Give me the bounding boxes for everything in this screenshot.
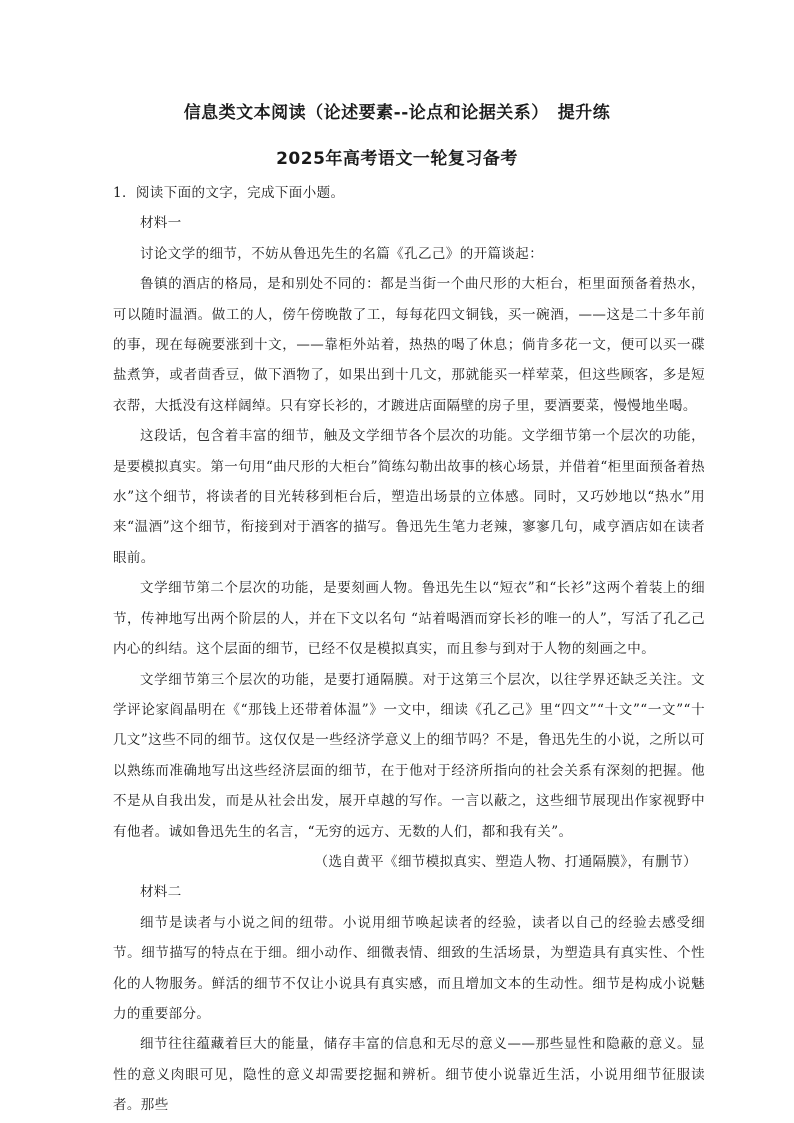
material-1-paragraph-1: 这段话，包含着丰富的细节，触及文学细节各个层次的功能。文学细节第一个层次的功能，是要模拟真实。第一句用“曲尺形的大柜台”简练勾勒出故事的核心场景，并借着“柜里面预备着热水”这个细节，将读者的目光转移到柜台后，塑造出场景的立体感。同时，又巧妙地以“热水”用来“温酒”这个细节，衔接到对于酒客的描写。鲁迅先生笔力老辣，寥寥几句，咸亨酒店如在读者眼前。	[113, 428, 705, 566]
material-1-quote: 鲁镇的酒店的格局，是和别处不同的：都是当街一个曲尺形的大柜台，柜里面预备着热水，可以随时温酒。做工的人，傍午傍晚散了工，每每花四文铜钱，买一碗酒，——这是二十多年前的事，现在每碗要涨到十文，——靠柜外站着，热热的喝了休息；倘肯多花一文，便可以买一碟盐煮笋，或者茴香豆，做下酒物了，如果出到十几文，那就能买一样荤菜，但这些顾客，多是短衣帮，大抵没有这样阔绰。只有穿长衫的，才踱进店面隔壁的房子里，要酒要菜，慢慢地坐喝。	[113, 276, 705, 414]
document-title: 信息类文本阅读（论述要素--论点和论据关系） 提升练	[183, 103, 611, 123]
material-1-paragraph-2: 文学细节第二个层次的功能，是要刻画人物。鲁迅先生以“短衣”和“长衫”这两个着装上的细节，传神地写出两个阶层的人，并在下文以名句 “站着喝酒而穿长衫的唯一的人”，写活了孔乙己内心的纠结。这个层面的细节，已经不仅是模拟真实，而且参与到对于人物的刻画之中。	[113, 580, 705, 658]
material-1-intro: 讨论文学的细节，不妨从鲁迅先生的名篇《孔乙己》的开篇谈起：	[140, 245, 544, 262]
document-body	[113, 178, 705, 1121]
material-1-source: （选自黄平《细节模拟真实、塑造人物、打通隔膜》，有删节）	[314, 853, 697, 870]
material-2-label: 材料二	[140, 884, 182, 901]
material-1-paragraph-3: 文学细节第三个层次的功能，是要打通隔膜。对于这第三个层次，以往学界还缺乏关注。文学评论家阎晶明在《“那钱上还带着体温”》一文中，细读《孔乙己》里“四文”“十文”“一文”“十几文”这些不同的细节。这仅仅是一些经济学意义上的细节吗？不是，鲁迅先生的小说，之所以可以熟练而准确地写出这些经济层面的细节，在于他对于经济所指向的社会关系有深刻的把握。他不是从自我出发，而是从社会出发，展开卓越的写作。一言以蔽之，这些细节展现出作家视野中有他者。诚如鲁迅先生的名言，“无穷的远方、无数的人们，都和我有关”。	[113, 671, 705, 840]
question-intro: 1．阅读下面的文字，完成下面小题。	[113, 185, 345, 201]
material-1-label: 材料一	[140, 215, 182, 232]
document-subtitle: 2025年高考语文一轮复习备考	[276, 149, 518, 169]
material-2-paragraph-2: 细节往往蕴藏着巨大的能量，储存丰富的信息和无尽的意义——那些显性和隐蔽的意义。显性的意义肉眼可见，隐性的意义却需要挖掘和辨析。细节使小说靠近生活，小说用细节征服读者。那些	[113, 1036, 705, 1114]
material-2-paragraph-1: 细节是读者与小说之间的纽带。小说用细节唤起读者的经验，读者以自己的经验去感受细节。细节描写的特点在于细。细小动作、细微表情、细致的生活场景，为塑造具有真实性、个性化的人物服务。鲜活的细节不仅让小说具有真实感，而且增加文本的生动性。细节是构成小说魅力的重要部分。	[113, 914, 705, 1022]
